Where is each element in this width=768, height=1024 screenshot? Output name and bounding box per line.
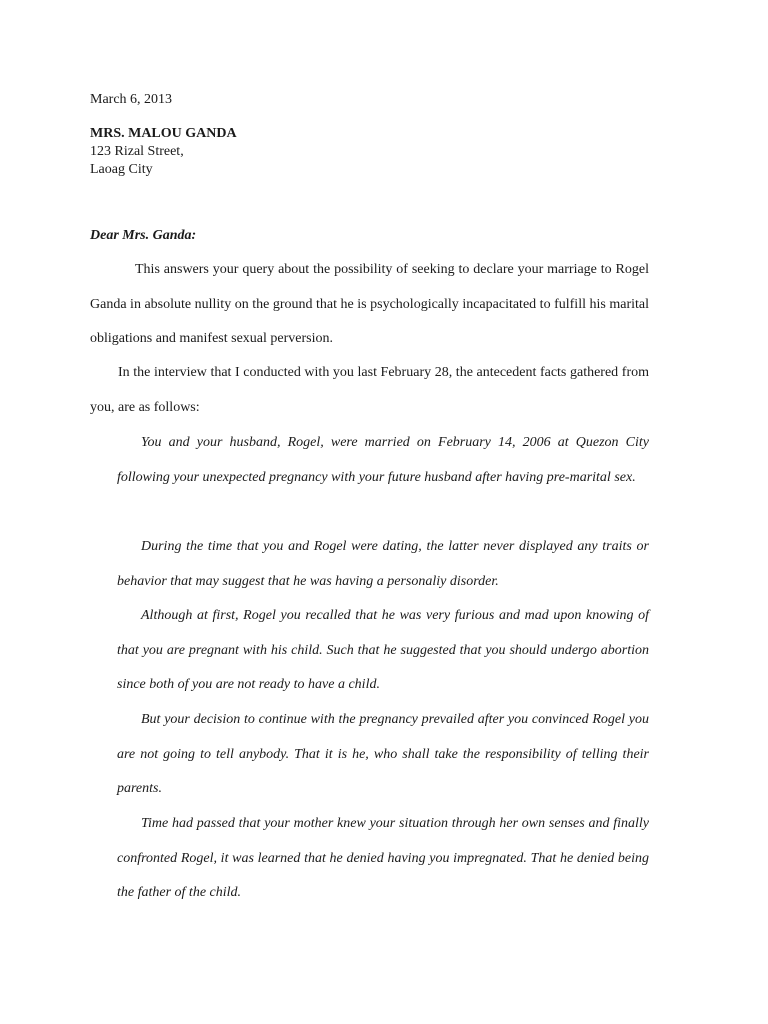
recipient-street: 123 Rizal Street, [90,144,184,159]
fact-paragraph-2: During the time that you and Rogel were dating, the latter never displayed any traits or behavior that may suggest that he was having a personaliy disorder. [117,539,649,589]
salutation: Dear Mrs. Ganda: [90,228,197,243]
body-paragraph-2: In the interview that I conducted with you last February 28, the antecedent facts gathered from you, are as follows: [90,365,649,415]
fact-paragraph-3: Although at first, Rogel you recalled that he was very furious and mad upon knowing of that you are pregnant with his child. Such that he suggested that you should undergo abortion since both of you are not ready to have a child. [117,608,649,692]
letter-date: March 6, 2013 [90,92,173,107]
fact-paragraph-5: Time had passed that your mother knew your situation through her own senses and finally confronted Rogel, it was learned that he denied having you impregnated. That he denied being the father of the child. [117,816,649,900]
body-paragraph-1: This answers your query about the possibility of seeking to declare your marriage to Rogel Ganda in absolute nullity on the ground that he is psychologically incapacitated to fulfill his marital obligations and manifest sexual perversion. [90,262,649,346]
fact-paragraph-1: You and your husband, Rogel, were married on February 14, 2006 at Quezon City following your unexpected pregnancy with your future husband after having pre-marital sex. [117,435,649,485]
fact-paragraph-4: But your decision to continue with the pregnancy prevailed after you convinced Rogel you are not going to tell anybody. That it is he, who shall take the responsibility of telling their parents. [117,712,649,796]
recipient-city: Laoag City [90,162,153,177]
recipient-name: MRS. MALOU GANDA [90,126,237,141]
